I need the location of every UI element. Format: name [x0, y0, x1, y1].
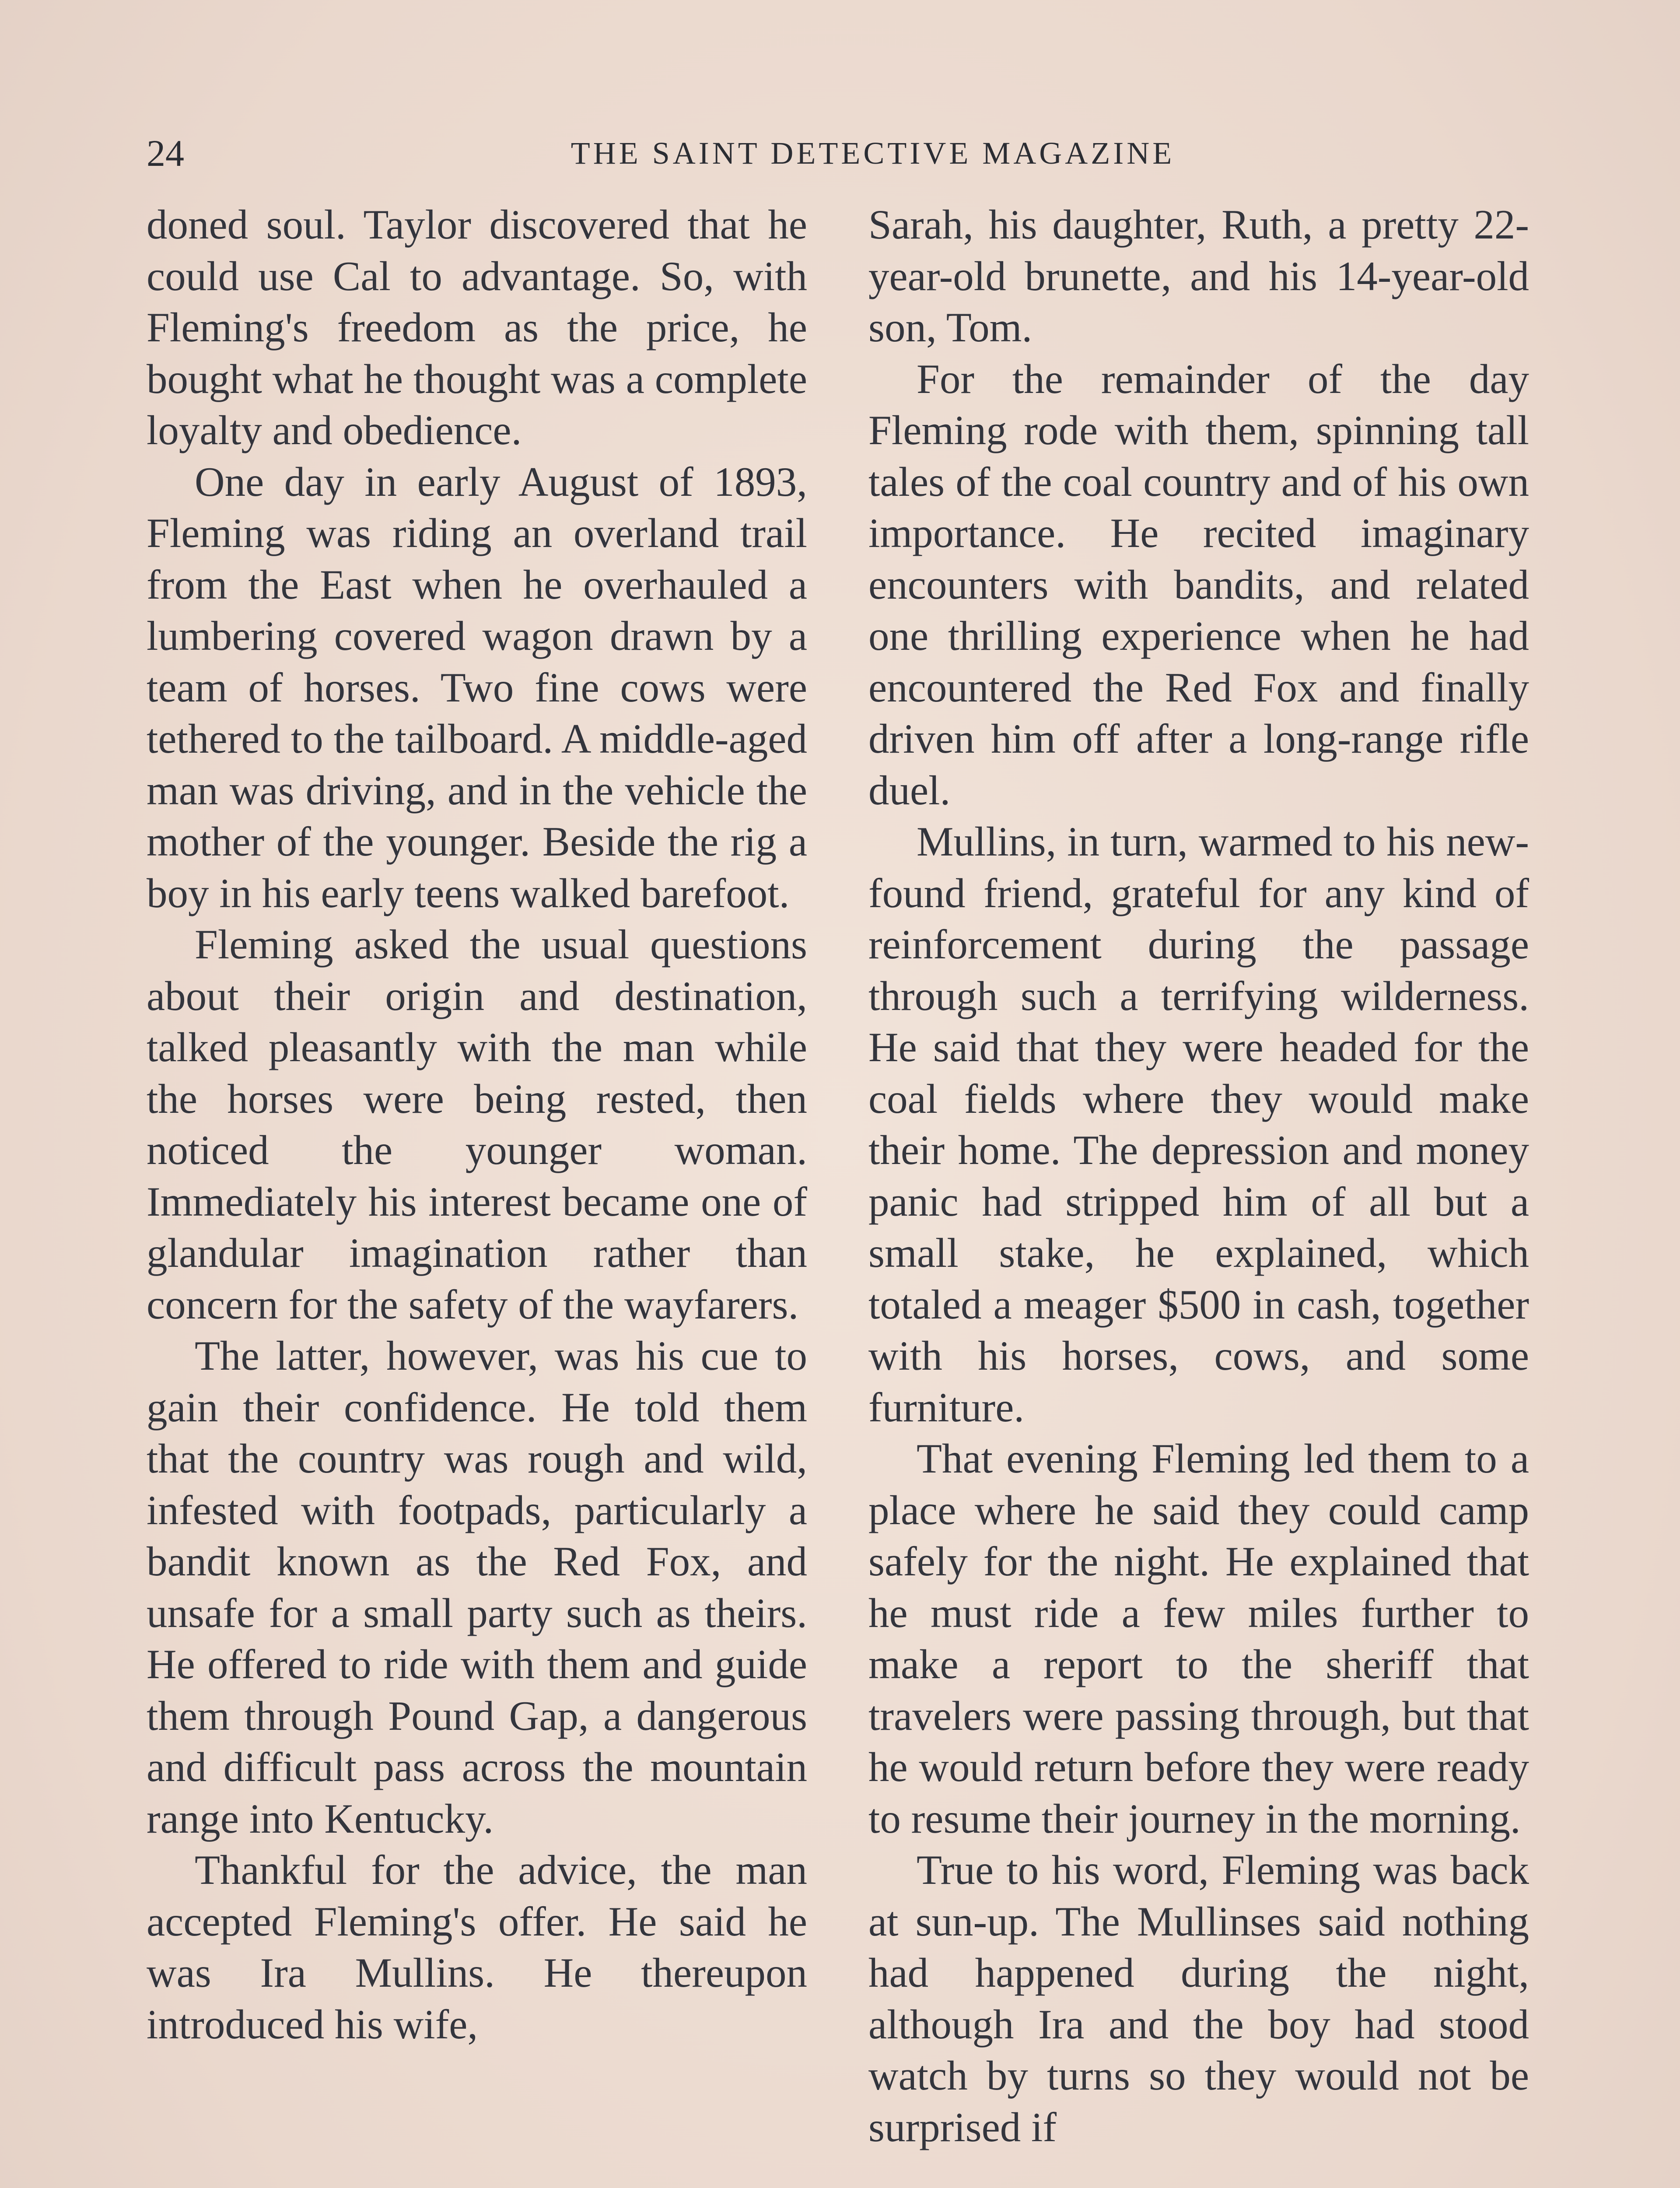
- paragraph: The latter, however, was his cue to gain their confidence. He told them that the country was rough and wild, infested with footpads, particularly a bandit known as the Red Fox, and unsafe for a small party such as theirs. He offered to ride with them and guide them through Pound Gap, a dangerous and difficult pass across the mountain range into Kentucky.: [147, 1332, 807, 1842]
- paragraph: Mullins, in turn, warmed to his new-found friend, grateful for any kind of reinforcement during the passage through such a terrifying wilderness. He said that they were headed for the coal fields where they would make their home. The depression and money panic had stripped him of all but a small stake, he explained, which totaled a meager $500 in cash, together with his horses, cows, and some furniture.: [868, 818, 1529, 1431]
- left-column: [147, 199, 807, 2050]
- paragraph: Fleming asked the usual questions about their origin and destination, talked pleasantly with the man while the horses were being rested, then noticed the younger woman. Immediately his interest became one of glandular imagination rather than concern for the safety of the wayfarers.: [147, 921, 807, 1328]
- paragraph: For the remainder of the day Fleming rode with them, spinning tall tales of the coal country and of his own importance. He recited imaginary encounters with bandits, and related one thrilling experience when he had encountered the Red Fox and finally driven him off after a long-range rifle duel.: [868, 355, 1529, 813]
- paragraph: That evening Fleming led them to a place where he said they could camp safely for the night. He explained that he must ride a few miles further to make a report to the sheriff that travelers were passing through, but that he would return before they were ready to resume their journey in the morning.: [868, 1435, 1529, 1842]
- paragraph: doned soul. Taylor discovered that he could use Cal to advantage. So, with Fleming's freedom as the price, he bought what he thought was a complete loyalty and obedience.: [147, 201, 807, 453]
- paragraph: Sarah, his daughter, Ruth, a pretty 22-year-old brunette, and his 14-year-old son, Tom.: [868, 201, 1529, 351]
- paragraph: True to his word, Fleming was back at sun-up. The Mullinses said nothing had happened during the night, although Ira and the boy had stood watch by turns so they would not be surprised if: [868, 1847, 1529, 2150]
- paragraph: Thankful for the advice, the man accepted Fleming's offer. He said he was Ira Mullins. He thereupon introduced his wife,: [147, 1847, 807, 2048]
- paragraph: One day in early August of 1893, Fleming was riding an overland trail from the East when he overhauled a lumbering covered wagon drawn by a team of horses. Two fine cows were tethered to the tailboard. A middle-aged man was driving, and in the vehicle the mother of the younger. Beside the rig a boy in his early teens walked barefoot.: [147, 458, 807, 916]
- page-number: 24: [147, 132, 184, 174]
- right-column: [868, 199, 1529, 2153]
- running-head: THE SAINT DETECTIVE MAGAZINE: [570, 136, 1175, 171]
- page-header: [147, 127, 1533, 179]
